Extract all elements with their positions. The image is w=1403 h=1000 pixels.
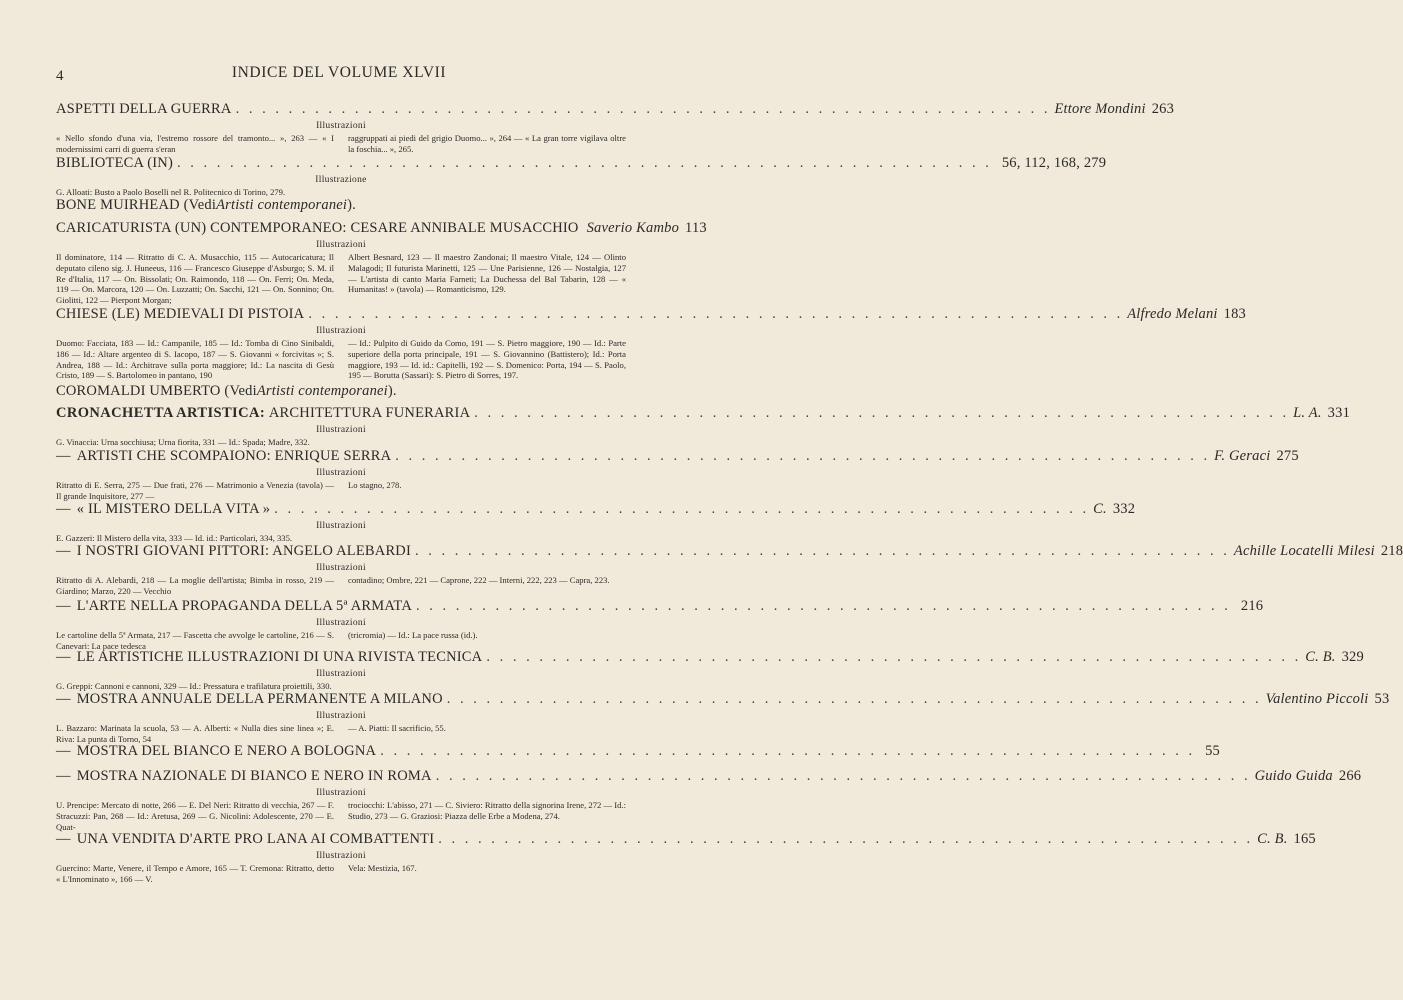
entry-title-row <box>56 830 1316 848</box>
entry-title: COROMALDI UMBERTO (Vedi <box>56 383 257 399</box>
illustrations-label: Illustrazioni <box>316 326 366 336</box>
index-entry <box>56 196 626 214</box>
entry-title: ARCHITETTURA FUNERARIA <box>268 405 471 421</box>
entry-section-heading: CRONACHETTA ARTISTICA: <box>56 405 266 421</box>
entry-pages: 165 <box>1293 831 1316 847</box>
running-head: INDICE DEL VOLUME XLVII <box>231 64 447 81</box>
index-entry <box>56 382 626 400</box>
illustrations-col-right: Lo stagno, 278. <box>348 480 402 490</box>
entry-title: ARTISTI CHE SCOMPAIONO: ENRIQUE SERRA <box>76 448 392 464</box>
dash-marker: — <box>56 768 71 784</box>
illustrations-label: Illustrazione <box>315 175 367 185</box>
entry-see-reference: Artisti contemporanei <box>216 197 348 213</box>
entry-pages: 216 <box>1240 598 1264 614</box>
illustrations-list <box>56 133 626 155</box>
illustrations-col-right: Vela: Mestizia, 167. <box>348 863 417 873</box>
illustrations-label: Illustrazioni <box>316 711 366 721</box>
entry-title-row <box>56 447 1299 465</box>
illustrations-col-left: Guercino: Marte, Venere, il Tempo e Amore, 165 — T. Cremona: Ritratto, detto « L'Innominato », 166 — V. <box>56 863 334 884</box>
illustrations-label: Illustrazioni <box>316 425 366 435</box>
entry-pages: 332 <box>1112 501 1136 517</box>
entry-title: BONE MUIRHEAD (Vedi <box>56 197 217 213</box>
illustrations-label: Illustrazioni <box>316 851 366 861</box>
illustrations-label: Illustrazioni <box>316 618 366 628</box>
entry-title-row <box>56 100 1175 118</box>
entry-see-reference: Artisti contemporanei <box>256 383 388 399</box>
entry-title-row <box>56 500 1136 518</box>
index-entry <box>56 447 1299 502</box>
dash-marker: — <box>56 598 71 614</box>
dash-marker: — <box>56 543 71 559</box>
illustrations-label: Illustrazioni <box>316 669 366 679</box>
dash-marker: — <box>56 691 71 707</box>
illustrations-list <box>56 480 626 502</box>
entry-title-end: ). <box>347 197 356 213</box>
illustrations-list: G. Alloati: Busto a Paolo Boselli nel R. Politecnico di Torino, 279. <box>56 187 286 197</box>
leader-dots <box>447 690 1262 708</box>
leader-dots <box>438 830 1253 848</box>
entry-pages: 218 <box>1380 543 1403 559</box>
dash-marker: — <box>56 743 71 759</box>
entry-title: L'ARTE NELLA PROPAGANDA DELLA 5ª ARMATA <box>76 598 412 614</box>
entry-pages: 56, 112, 168, 279 <box>1001 155 1107 171</box>
entry-title-row <box>56 648 1364 666</box>
entry-title: MOSTRA DEL BIANCO E NERO A BOLOGNA <box>76 743 377 759</box>
index-entry <box>56 742 1220 760</box>
illustrations-col-right: contadino; Ombre, 221 — Caprone, 222 — Interni, 222, 223 — Capra, 223. <box>348 575 610 585</box>
entry-author: Achille Locatelli Milesi <box>1233 543 1375 559</box>
entry-title: MOSTRA ANNUALE DELLA PERMANENTE A MILANO <box>76 691 443 707</box>
dash-marker: — <box>56 448 71 464</box>
illustrations-list: G. Greppi: Cannoni e cannoni, 329 — Id.: Pressatura e trafilatura proiettili, 330. <box>56 681 332 691</box>
entry-pages: 183 <box>1223 306 1246 322</box>
leader-dots <box>236 100 1051 118</box>
illustrations-label: Illustrazioni <box>316 121 366 131</box>
entry-title-end: ). <box>387 383 397 399</box>
entry-author: Saverio Kambo <box>586 220 680 236</box>
illustrations-label: Illustrazioni <box>316 240 366 250</box>
leader-dots <box>380 742 1195 760</box>
illustrations-col-right: — Id.: Pulpito di Guido da Como, 191 — S. Pietro maggiore, 190 — Id.: Parte superiore della porta principale, 191 — S. Giovannino (Battistero); Id.: Porta maggiore, 193 — Id. id.: Capitelli, 192 — S. Domenico: Porta, 194 — S. Paolo, 195 — Borutta (Sassari): S. Pietro di Sorres, 197. <box>348 338 626 381</box>
illustrations-col-right: — A. Piatti: Il sacrificio, 55. <box>348 723 446 733</box>
leader-dots <box>274 500 1089 518</box>
illustrations-col-left: L. Bazzaro: Marinata la scuola, 53 — A. Alberti: « Nulla dies sine linea »; E. Riva: La punta di Torno, 54 <box>56 723 334 744</box>
entry-pages: 55 <box>1205 743 1220 759</box>
index-entry <box>56 542 1403 597</box>
leader-dots <box>436 767 1251 785</box>
leader-dots <box>416 597 1231 615</box>
illustrations-col-right: raggruppati ai piedi del grigio Duomo... », 264 — « La gran torre vigilava oltre la foschia... », 265. <box>348 133 626 154</box>
illustrations-label: Illustrazioni <box>316 788 366 798</box>
entry-title-row <box>56 597 1264 615</box>
illustrations-col-left: U. Prencipe: Mercato di notte, 266 — E. Del Neri: Ritratto di vecchia, 267 — F. Stracuzzi: Pan, 268 — Id.: Aretusa, 269 — G. Nicolini: Adolescente, 270 — E. Quat- <box>56 800 334 832</box>
illustrations-col-left: Duomo: Facciata, 183 — Id.: Campanile, 185 — Id.: Tomba di Cino Sinibaldi, 186 — Id.: Altare argenteo di S. Iacopo, 187 — S. Giovanni « forcivitas »; S. Andrea, 188 — Id.: Architrave sulla porta maggiore; Id.: La nascita di Gesù Cristo, 189 — S. Bartolomeo in pantano, 190 <box>56 338 334 381</box>
entry-title-row <box>56 219 707 237</box>
entry-title-row <box>56 382 626 400</box>
entry-pages: 329 <box>1341 649 1364 665</box>
entry-author: Alfredo Melani <box>1127 306 1218 322</box>
entry-title: I NOSTRI GIOVANI PITTORI: ANGELO ALEBARDI <box>76 543 412 559</box>
illustrations-list <box>56 338 626 381</box>
illustrations-list: E. Gazzeri: Il Mistero della vita, 333 — Id. id.: Particolari, 334, 335. <box>56 533 293 543</box>
index-entry <box>56 100 1175 155</box>
illustrations-col-left: Ritratto di E. Serra, 275 — Due frati, 276 — Matrimonio a Venezia (tavola) — Il grande Inquisitore, 277 — <box>56 480 334 501</box>
illustrations-col-left: Le cartoline della 5ª Armata, 217 — Fascetta che avvolge le cartoline, 216 — S. Canevari: La pace tedesca <box>56 630 334 651</box>
entry-pages: 113 <box>685 220 707 236</box>
entry-title-row <box>56 305 1246 323</box>
entry-title-row <box>56 767 1362 785</box>
entry-title: ASPETTI DELLA GUERRA <box>56 101 232 117</box>
index-entry <box>56 404 1351 448</box>
entry-title-row <box>56 196 626 214</box>
entry-title: MOSTRA NAZIONALE DI BIANCO E NERO IN ROMA <box>76 768 432 784</box>
index-entry <box>56 830 1316 885</box>
leader-dots <box>474 404 1289 422</box>
index-entry <box>56 219 707 306</box>
illustrations-list <box>56 800 626 832</box>
page-number: 4 <box>56 68 64 84</box>
illustrations-list <box>56 575 626 597</box>
entry-author: Guido Guida <box>1254 768 1333 784</box>
entry-author: C. B. <box>1257 831 1288 847</box>
entry-pages: 53 <box>1374 691 1390 707</box>
entry-author: Valentino Piccoli <box>1265 691 1369 707</box>
entry-title-row <box>56 154 1107 172</box>
leader-dots <box>395 447 1210 465</box>
entry-title: CHIESE (LE) MEDIEVALI DI PISTOIA <box>56 306 305 322</box>
entry-pages: 275 <box>1276 448 1299 464</box>
entry-pages: 331 <box>1327 405 1351 421</box>
entry-title-row <box>56 404 1351 422</box>
entry-title: UNA VENDITA D'ARTE PRO LANA AI COMBATTENTI <box>76 831 435 847</box>
illustrations-col-left: Il dominatore, 114 — Ritratto di C. A. Musacchio, 115 — Autocaricatura; Il deputato cileno sig. J. Huneeus, 116 — Francesco Giuseppe d'Asburgo; S. M. il Re d'Italia, 117 — On. Bissolati; On. Raimondo, 118 — On. Ferri; On. Meda, 119 — On. Marcora, 120 — On. Luzzatti; On. Sacchi, 121 — On. Sonnino; On. Giolitti, 122 — Pierpont Morgan; <box>56 252 334 306</box>
illustrations-col-left: « Nello sfondo d'una via, l'estremo rossore del tramonto... », 263 — « I modernissimi carri di guerra s'eran <box>56 133 334 154</box>
index-entry <box>56 648 1364 692</box>
entry-title-row <box>56 742 1220 760</box>
index-entry <box>56 690 1390 745</box>
dash-marker: — <box>56 649 71 665</box>
illustrations-col-right: (tricromia) — Id.: La pace russa (id.). <box>348 630 478 640</box>
entry-title-row <box>56 690 1390 708</box>
leader-dots <box>308 305 1123 323</box>
entry-author: L. A. <box>1293 405 1322 421</box>
entry-title-row <box>56 542 1403 560</box>
index-entry <box>56 500 1136 544</box>
dash-marker: — <box>56 501 71 517</box>
entry-author: F. Geraci <box>1214 448 1271 464</box>
illustrations-list <box>56 252 626 306</box>
entry-author: C. B. <box>1305 649 1336 665</box>
illustrations-list <box>56 863 626 885</box>
entry-pages: 266 <box>1338 768 1362 784</box>
entry-author: Ettore Mondini <box>1054 101 1146 117</box>
illustrations-col-right: trociocchi: L'abisso, 271 — C. Siviero: Ritratto della signorina Irene, 272 — Id.: Studio, 273 — G. Graziosi: Piazza delle Erbe a Modena, 274. <box>348 800 626 821</box>
illustrations-col-left: Ritratto di A. Alebardi, 218 — La moglie dell'artista; Bimba in rosso, 219 — Giardino; Marzo, 220 — Vecchio <box>56 575 334 596</box>
leader-dots <box>486 648 1301 666</box>
leader-dots <box>415 542 1230 560</box>
entry-title: « IL MISTERO DELLA VITA » <box>76 501 271 517</box>
index-entry <box>56 767 1362 832</box>
index-entry <box>56 154 1107 198</box>
entry-pages: 263 <box>1151 101 1175 117</box>
leader-dots <box>177 154 992 172</box>
illustrations-list: G. Vinaccia: Urna socchiusa; Urna fiorita, 331 — Id.: Spada; Madre, 332. <box>56 437 310 447</box>
entry-title: BIBLIOTECA (IN) <box>56 155 173 171</box>
illustrations-label: Illustrazioni <box>316 563 366 573</box>
illustrations-label: Illustrazioni <box>316 521 366 531</box>
index-entry <box>56 597 1264 652</box>
index-entry <box>56 305 1246 381</box>
entry-title: CARICATURISTA (UN) CONTEMPORANEO: CESARE ANNIBALE MUSACCHIO <box>56 220 579 236</box>
dash-marker: — <box>56 831 71 847</box>
entry-author: C. <box>1093 501 1107 517</box>
illustrations-label: Illustrazioni <box>316 468 366 478</box>
entry-title: LE ARTISTICHE ILLUSTRAZIONI DI UNA RIVISTA TECNICA <box>76 649 483 665</box>
illustrations-col-right: Albert Besnard, 123 — Il maestro Zandonai; Il maestro Vitale, 124 — Olinto Malagodi; Il futurista Marinetti, 125 — Une Parisienne, 126 — Nostalgia, 127 — L'artista di canto Maria Farneti; La Duchessa del Bal Tabarin, 128 — « Humanitas! » (tavola) — Romanticismo, 129. <box>348 252 626 295</box>
